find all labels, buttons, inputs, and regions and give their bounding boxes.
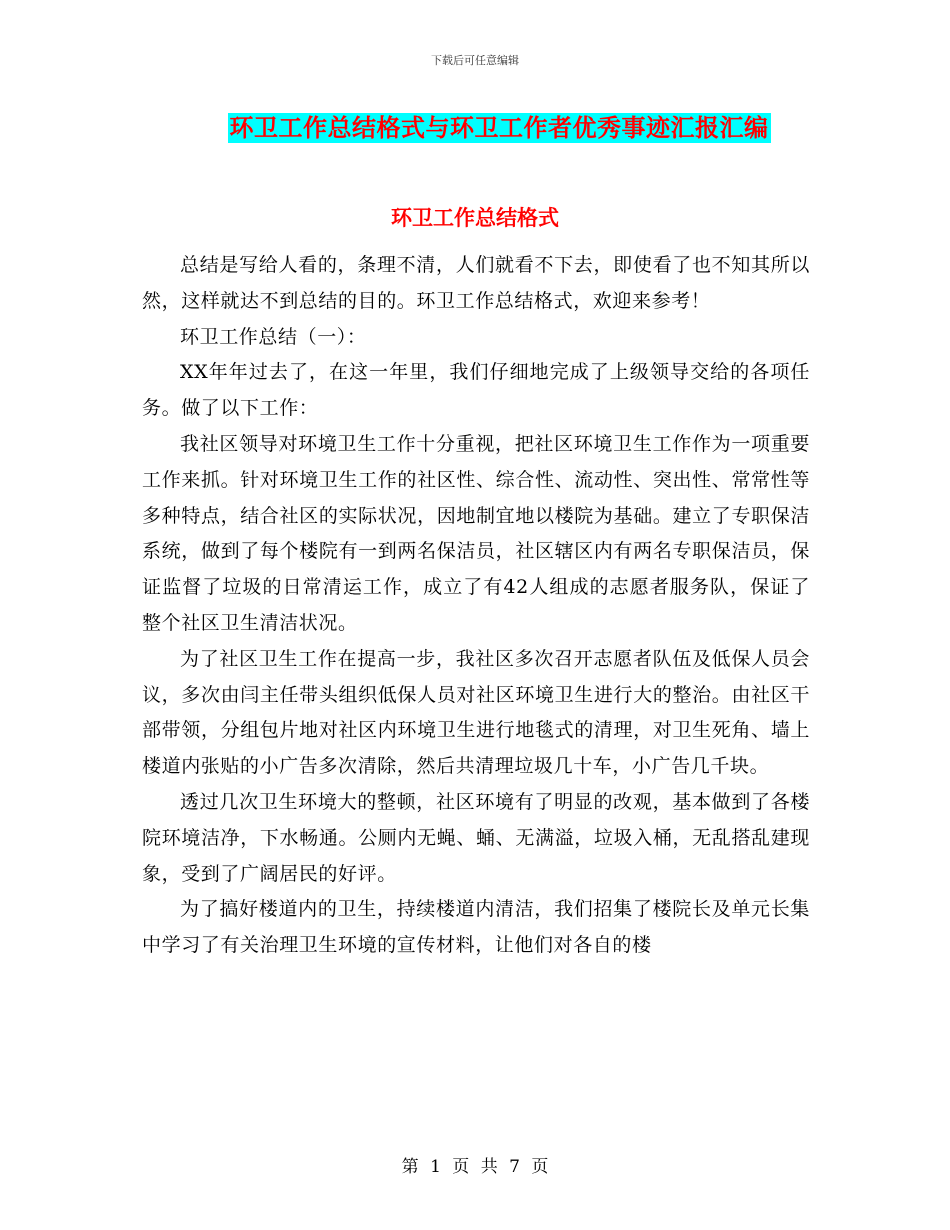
paragraph-body: XX年年过去了，在这一年里，我们仔细地完成了上级领导交给的各项任务。做了以下工作： <box>142 361 810 420</box>
document-title-container <box>0 113 950 143</box>
paragraph-body: 为了搞好楼道内的卫生，持续楼道内清洁，我们招集了楼院长及单元长集中学习了有关治理卫生环境的宣传材料，让他们对各自的楼 <box>142 898 810 957</box>
paragraph-intro: 总结是写给人看的，条理不清，人们就看不下去，即使看了也不知其所以然，这样就达不到总结的目的。环卫工作总结格式，欢迎来参考！ <box>142 254 810 312</box>
paragraph-body: 为了社区卫生工作在提高一步，我社区多次召开志愿者队伍及低保人员会议，多次由闫主任带头组织低保人员对社区环境卫生进行大的整治。由社区干部带领，分组包片地对社区内环境卫生进行地毯式的清理，对卫生死角、墙上楼道内张贴的小广告多次清除，然后共清理垃圾几十车，小广告几千块。 <box>142 647 810 778</box>
document-title: 环卫工作总结格式与环卫工作者优秀事迹汇报汇编 <box>229 113 769 142</box>
section-title: 环卫工作总结格式 <box>391 205 559 230</box>
paragraph-subheading: 环卫工作总结（一）： <box>180 325 367 348</box>
document-body <box>142 222 810 964</box>
header-note: 下载后可任意编辑 <box>431 54 519 67</box>
paragraph-body: 我社区领导对环境卫生工作十分重视，把社区环境卫生工作作为一项重要工作来抓。针对环境卫生工作的社区性、综合性、流动性、突出性、常常性等多种特点，结合社区的实际状况，因地制宜地以楼院为基础。建立了专职保洁系统，做到了每个楼院有一到两名保洁员，社区辖区内有两名专职保洁员，保证监督了垃圾的日常清运工作，成立了有42人组成的志愿者服务队，保证了整个社区卫生清洁状况。 <box>142 432 810 634</box>
page-number-footer: 第 1 页 共 7 页 <box>401 1157 549 1177</box>
paragraph-body: 透过几次卫生环境大的整顿，社区环境有了明显的改观，基本做到了各楼院环境洁净，下水畅通。公厕内无蝇、蛹、无满溢，垃圾入桶，无乱搭乱建现象，受到了广阔居民的好评。 <box>142 790 810 885</box>
